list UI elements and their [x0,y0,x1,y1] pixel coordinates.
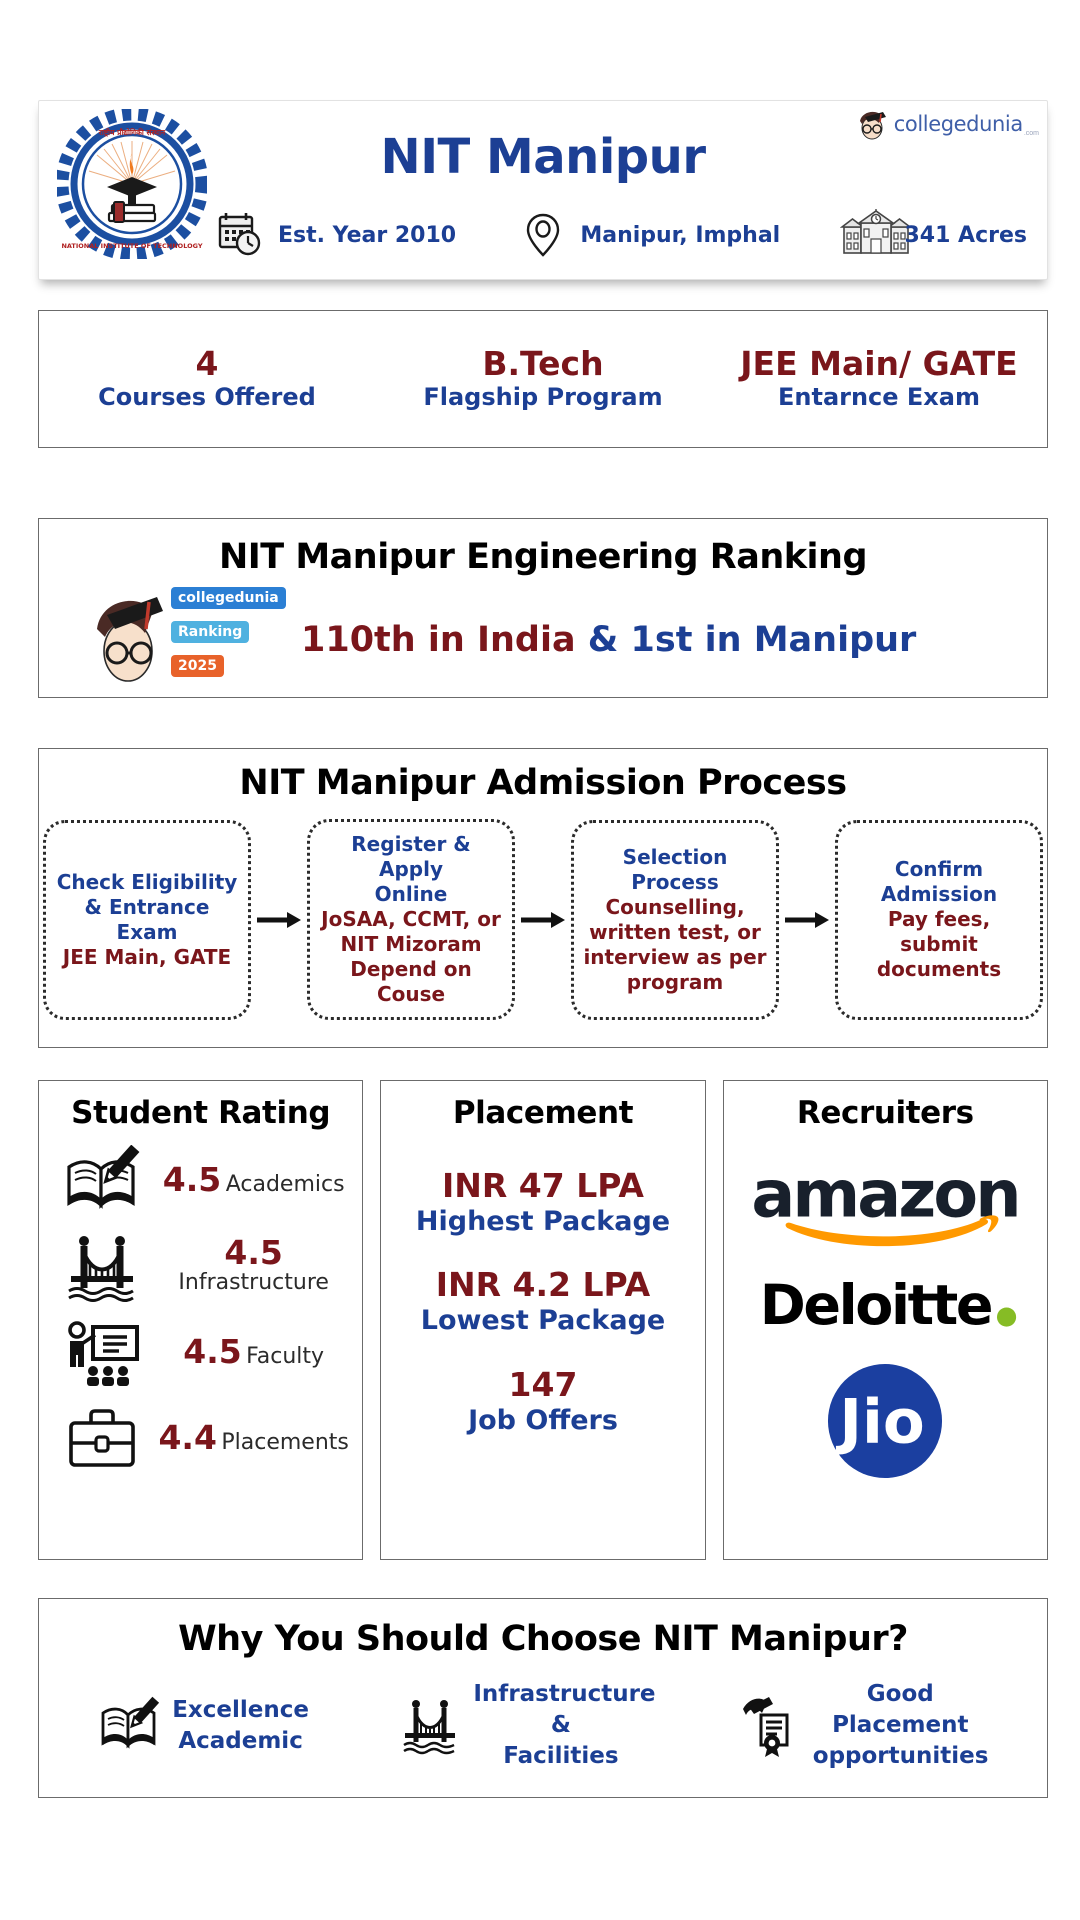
recruiters-title: Recruiters [796,1095,974,1131]
why-item-academics [98,1695,309,1757]
rating-label: Academics [225,1171,345,1197]
step-sub: JoSAA, CCMT, or NIT Mizoram Depend on Couse [321,907,501,1006]
rating-score: 4.5 [162,1159,222,1199]
collegedunia-mascot-icon [91,589,163,689]
header-stats-row [214,209,1027,261]
placement-label: Lowest Package [420,1305,666,1337]
admission-flow [39,819,1047,1020]
student-rating-panel [38,1080,363,1560]
header-stat-location [516,209,780,261]
fact-value: JEE Main/ GATE [740,344,1018,384]
rating-score: 4.4 [158,1417,217,1457]
placement-value: INR 4.2 LPA [435,1265,651,1305]
map-pin-icon [516,209,570,261]
right-arrow-icon [779,910,835,930]
certificate-icon [739,1695,801,1757]
fact-entrance-exam [711,346,1047,412]
jio-logo-icon [826,1362,944,1485]
fact-label: Entarnce Exam [777,383,980,412]
rating-label: Infrastructure [178,1270,329,1296]
header-stat-label: Manipur, Imphal [580,222,781,248]
placement-label: Job Offers [468,1404,618,1436]
book-pencil-icon [63,1145,141,1217]
placement-title: Placement [452,1095,634,1131]
fact-courses-offered [39,346,375,412]
placement-panel [380,1080,705,1560]
why-choose-title: Why You Should Choose NIT Manipur? [178,1619,908,1659]
right-arrow-icon [251,910,307,930]
rating-row [49,1317,352,1389]
fact-value: B.Tech [482,344,604,384]
admission-process-title: NIT Manipur Admission Process [239,763,847,803]
admission-step-3 [571,820,779,1020]
rating-row [49,1145,352,1217]
rating-row [49,1403,352,1475]
fact-flagship-program [375,346,711,412]
bridge-icon [399,1695,461,1757]
svg-text:Deloitte: Deloitte [760,1274,992,1338]
rating-label: Placements [221,1429,349,1455]
fact-label: Courses Offered [98,383,316,412]
admission-step-1 [43,820,251,1020]
ranking-value-state: & 1st in Manipur [587,619,917,660]
ranking-title: NIT Manipur Engineering Ranking [218,537,868,577]
why-choose-card [38,1598,1048,1798]
ranking-body [39,587,1047,692]
recruiters-list [734,1157,1037,1485]
rating-row [49,1231,352,1303]
header-stat-label: 341 Acres [904,222,1027,248]
collegedunia-tld: .com [1023,130,1039,137]
book-pencil-icon [98,1695,160,1757]
why-item-placement [739,1679,988,1772]
rating-text [155,1159,352,1200]
stats-panels-row [38,1080,1048,1560]
header-stat-label: Est. Year 2010 [278,222,457,248]
placement-value: 147 [508,1364,578,1404]
amazon-logo-icon [751,1157,1019,1258]
svg-text:amazon: amazon [751,1157,1019,1233]
deloitte-logo-icon [746,1274,1024,1346]
ranking-value-india: 110th in India [301,619,588,660]
student-rating-list [49,1145,352,1475]
step-head: Selection Process [622,844,728,894]
teacher-board-icon [63,1317,141,1389]
admission-step-4 [835,820,1043,1020]
svg-text:राष्ट्रीय प्रौद्योगिकी संस्थान: राष्ट्रीय प्रौद्योगिकी संस्थान [98,128,166,137]
collegedunia-wordmark: collegedunia [893,112,1023,136]
right-arrow-icon [515,910,571,930]
step-head: Register & Apply Online [351,832,471,906]
ranking-chip-brand: collegedunia [171,587,286,609]
step-head: Check Eligibility & Entrance Exam [56,869,238,944]
briefcase-icon [63,1403,141,1475]
rating-text [155,1417,352,1458]
header-stat-established [214,209,456,261]
fact-label: Flagship Program [423,383,663,412]
admission-step-2 [307,819,515,1020]
placement-job-offers [391,1366,694,1437]
key-facts-card [38,310,1048,448]
ranking-chip-label: Ranking [171,621,249,643]
step-sub: Pay fees, submit documents [876,907,1002,981]
recruiters-panel [723,1080,1048,1560]
ranking-card [38,518,1048,698]
svg-text:NATIONAL INSTITUTE OF TECHNOLO: NATIONAL INSTITUTE OF TECHNOLOGY [61,242,203,250]
rating-text [155,1233,352,1298]
placement-highest-package [391,1167,694,1238]
why-item-label: Excellence Academic [172,1696,309,1754]
page-title: NIT Manipur [380,129,706,185]
rating-score: 4.5 [224,1233,283,1273]
why-item-label: Good Placement opportunities [812,1681,989,1770]
rating-text [155,1331,352,1372]
step-sub: Counselling, written test, or interview as per program [583,894,767,994]
step-sub: JEE Main, GATE [62,944,232,969]
ranking-value [301,620,916,660]
college-header-card [38,100,1048,280]
why-choose-row [39,1679,1047,1772]
student-rating-title: Student Rating [71,1095,331,1131]
placement-value: INR 47 LPA [442,1166,644,1205]
ranking-chip-year: 2025 [171,655,224,677]
rating-label: Faculty [246,1343,325,1369]
placement-lowest-package [391,1266,694,1337]
why-item-label: Infrastructure & Facilities [473,1681,656,1770]
fact-value: 4 [195,344,219,384]
step-head: Confirm Admission [880,857,998,906]
header-stat-campus-area [840,209,1027,261]
placement-label: Highest Package [415,1205,671,1237]
rating-score: 4.5 [183,1331,242,1371]
placement-list [391,1167,694,1437]
admission-process-card [38,748,1048,1048]
bridge-icon [63,1231,141,1303]
svg-text:Jio: Jio [839,1386,926,1458]
collegedunia-ranking-badge [91,587,281,692]
why-item-infrastructure [399,1679,656,1772]
calendar-clock-icon [214,209,268,261]
campus-building-icon [840,209,894,261]
